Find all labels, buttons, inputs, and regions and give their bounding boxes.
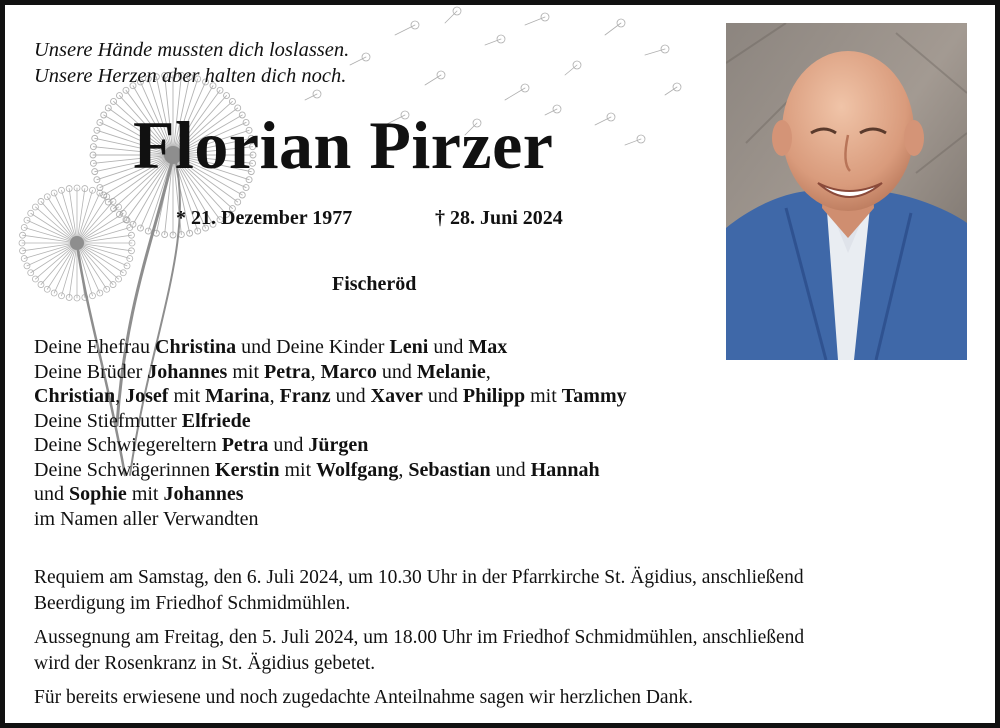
- mourner-text: und: [268, 434, 309, 456]
- mourner-name: Petra: [264, 360, 311, 383]
- mourner-name: Marina: [205, 385, 270, 407]
- mourner-name: Kerstin: [215, 458, 280, 481]
- mourner-text: Deine Schwiegereltern: [34, 434, 222, 456]
- mourner-text: und: [330, 385, 371, 407]
- mourner-text: mit: [126, 483, 164, 505]
- mourner-text: ,: [269, 385, 280, 407]
- portrait-icon: [726, 23, 967, 360]
- mourner-text: und: [34, 483, 69, 505]
- notice-line: wird der Rosenkranz in St. Ägidius gebetet.: [34, 653, 376, 674]
- portrait-photo: [726, 23, 967, 360]
- mourner-name: Max: [468, 336, 508, 358]
- mourner-text: Deine Stiefmutter: [34, 409, 182, 432]
- notice-line: Aussegnung am Freitag, den 5. Juli 2024, um 18.00 Uhr im Friedhof Schmidmühlen, anschließend: [34, 627, 805, 648]
- mourner-name: Christian: [34, 385, 116, 407]
- mourner-text: und: [490, 458, 531, 481]
- mourner-name: Elfriede: [181, 409, 251, 432]
- mourner-text: und: [428, 336, 469, 358]
- mourner-text: ,: [310, 360, 321, 383]
- mourner-name: Petra: [221, 434, 269, 456]
- mourner-name: Josef: [125, 385, 169, 407]
- mourner-line: [34, 433, 627, 458]
- motto-line: Unsere Herzen aber halten dich noch.: [34, 65, 347, 87]
- motto: [34, 37, 349, 89]
- mourner-name: Christina: [155, 336, 237, 358]
- mourner-line: [34, 384, 627, 409]
- mourner-text: mit: [227, 360, 264, 383]
- mourner-name: Sebastian: [408, 458, 491, 481]
- mourner-line: [34, 360, 627, 385]
- mourner-name: Hannah: [530, 458, 600, 481]
- mourner-name: Tammy: [561, 385, 627, 407]
- death-date: † 28. Juni 2024: [435, 207, 563, 229]
- mourner-line: [34, 482, 627, 507]
- motto-line: Unsere Hände mussten dich loslassen.: [34, 39, 350, 61]
- mourner-name: Sophie: [69, 483, 127, 505]
- mourner-text: ,: [485, 360, 491, 383]
- mourner-text: und: [376, 360, 417, 383]
- mourner-text: Deine Brüder: [34, 360, 148, 383]
- notices: [34, 565, 804, 719]
- notice-line: Requiem am Samstag, den 6. Juli 2024, um 10.30 Uhr in der Pfarrkirche St. Ägidius, anschließend: [34, 567, 804, 588]
- notice-line: Beerdigung im Friedhof Schmidmühlen.: [34, 593, 351, 614]
- thanks-notice: Für bereits erwiesene und noch zugedachte Anteilnahme sagen wir herzlichen Dank.: [34, 687, 693, 708]
- mourner-text: mit: [525, 385, 562, 407]
- mourner-text: ,: [115, 385, 126, 407]
- mourner-text: Deine Ehefrau: [34, 336, 156, 358]
- mourner-text: mit: [279, 458, 317, 481]
- mourner-text: Deine Schwägerinnen: [34, 458, 216, 481]
- mourner-line: [34, 458, 627, 483]
- mourner-name: Jürgen: [308, 434, 369, 456]
- mourner-text: ,: [398, 458, 409, 481]
- mourner-text: und: [422, 385, 463, 407]
- mourner-text: im Namen aller Verwandten: [34, 507, 259, 530]
- mourner-line: [34, 409, 627, 434]
- mourner-name: Johannes: [163, 483, 244, 505]
- mourner-line: [34, 507, 627, 532]
- deceased-name: Florian Pirzer: [133, 107, 554, 183]
- mourner-name: Philipp: [462, 385, 526, 407]
- place-of-residence: Fischeröd: [332, 273, 417, 295]
- blessing-notice: [34, 625, 804, 677]
- mourner-name: Johannes: [147, 360, 228, 383]
- mourner-name: Melanie: [416, 360, 486, 383]
- mourner-text: und Deine Kinder: [236, 336, 390, 358]
- mourner-name: Wolfgang: [316, 458, 399, 481]
- birth-date: * 21. Dezember 1977: [176, 207, 353, 229]
- mourner-name: Xaver: [370, 385, 423, 407]
- mourner-name: Franz: [279, 385, 331, 407]
- mourner-name: Leni: [389, 336, 429, 358]
- mourners-list: [34, 335, 627, 531]
- requiem-notice: [34, 565, 804, 617]
- mourner-name: Marco: [320, 360, 377, 383]
- mourner-line: [34, 335, 627, 360]
- mourner-text: mit: [168, 385, 206, 407]
